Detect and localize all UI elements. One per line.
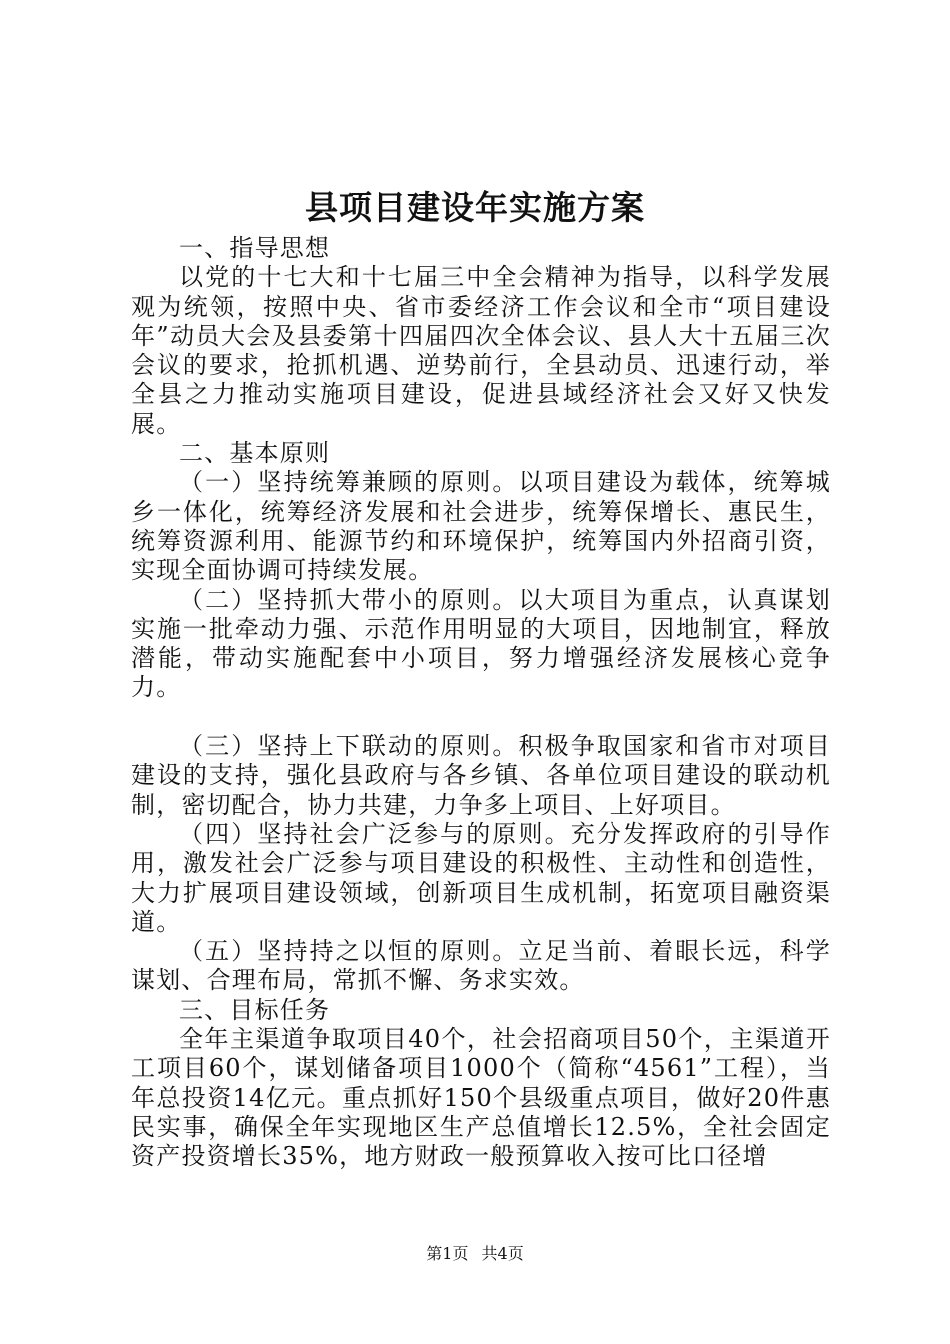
document-body [131, 234, 831, 1172]
paragraph: 全年主渠道争取项目40个，社会招商项目50个，主渠道开工项目60个，谋划储备项目1000个（简称“4561”工程），当年总投资14亿元。重点抓好150个县级重点项目，做好20件惠民实事，确保全年实现地区生产总值增长12.5%，全社会固定资产投资增长35%，地方财政一般预算收入按可比口径增 [131, 1025, 831, 1171]
paragraph: （一）坚持统筹兼顾的原则。以项目建设为载体，统筹城乡一体化，统筹经济发展和社会进步，统筹保增长、惠民生，统筹资源利用、能源节约和环境保护，统筹国内外招商引资，实现全面协调可持续发展。 [131, 468, 831, 585]
paragraph: （四）坚持社会广泛参与的原则。充分发挥政府的引导作用，激发社会广泛参与项目建设的积极性、主动性和创造性，大力扩展项目建设领域，创新项目生成机制，拓宽项目融资渠道。 [131, 819, 831, 936]
paragraph: （五）坚持持之以恒的原则。立足当前、着眼长远，科学谋划、合理布局，常抓不懈、务求实效。 [131, 937, 831, 995]
section-heading: 一、指导思想 [179, 234, 331, 262]
page-total: 共4页 [481, 1244, 524, 1263]
paragraph: （二）坚持抓大带小的原则。以大项目为重点，认真谋划实施一批牵动力强、示范作用明显的大项目，因地制宜，释放潜能，带动实施配套中小项目，努力增强经济发展核心竞争力。 [131, 585, 831, 702]
paragraph: 以党的十七大和十七届三中全会精神为指导，以科学发展观为统领，按照中央、省市委经济工作会议和全市“项目建设年”动员大会及县委第十四届四次全体会议、县人大十五届三次会议的要求，抢抓机遇、逆势前行，全县动员、迅速行动，举全县之力推动实施项目建设，促进县域经济社会又好又快发展。 [131, 263, 831, 438]
page-footer [0, 1243, 950, 1265]
section-heading: 二、基本原则 [179, 439, 331, 468]
paragraph: （三）坚持上下联动的原则。积极争取国家和省市对项目建设的支持，强化县政府与各乡镇、各单位项目建设的联动机制，密切配合，协力共建，力争多上项目、上好项目。 [131, 732, 831, 819]
paragraph-gap [131, 703, 831, 732]
document-title: 县项目建设年实施方案 [305, 188, 645, 227]
section-heading: 三、目标任务 [179, 995, 331, 1024]
page-number: 第1页 [426, 1244, 469, 1263]
